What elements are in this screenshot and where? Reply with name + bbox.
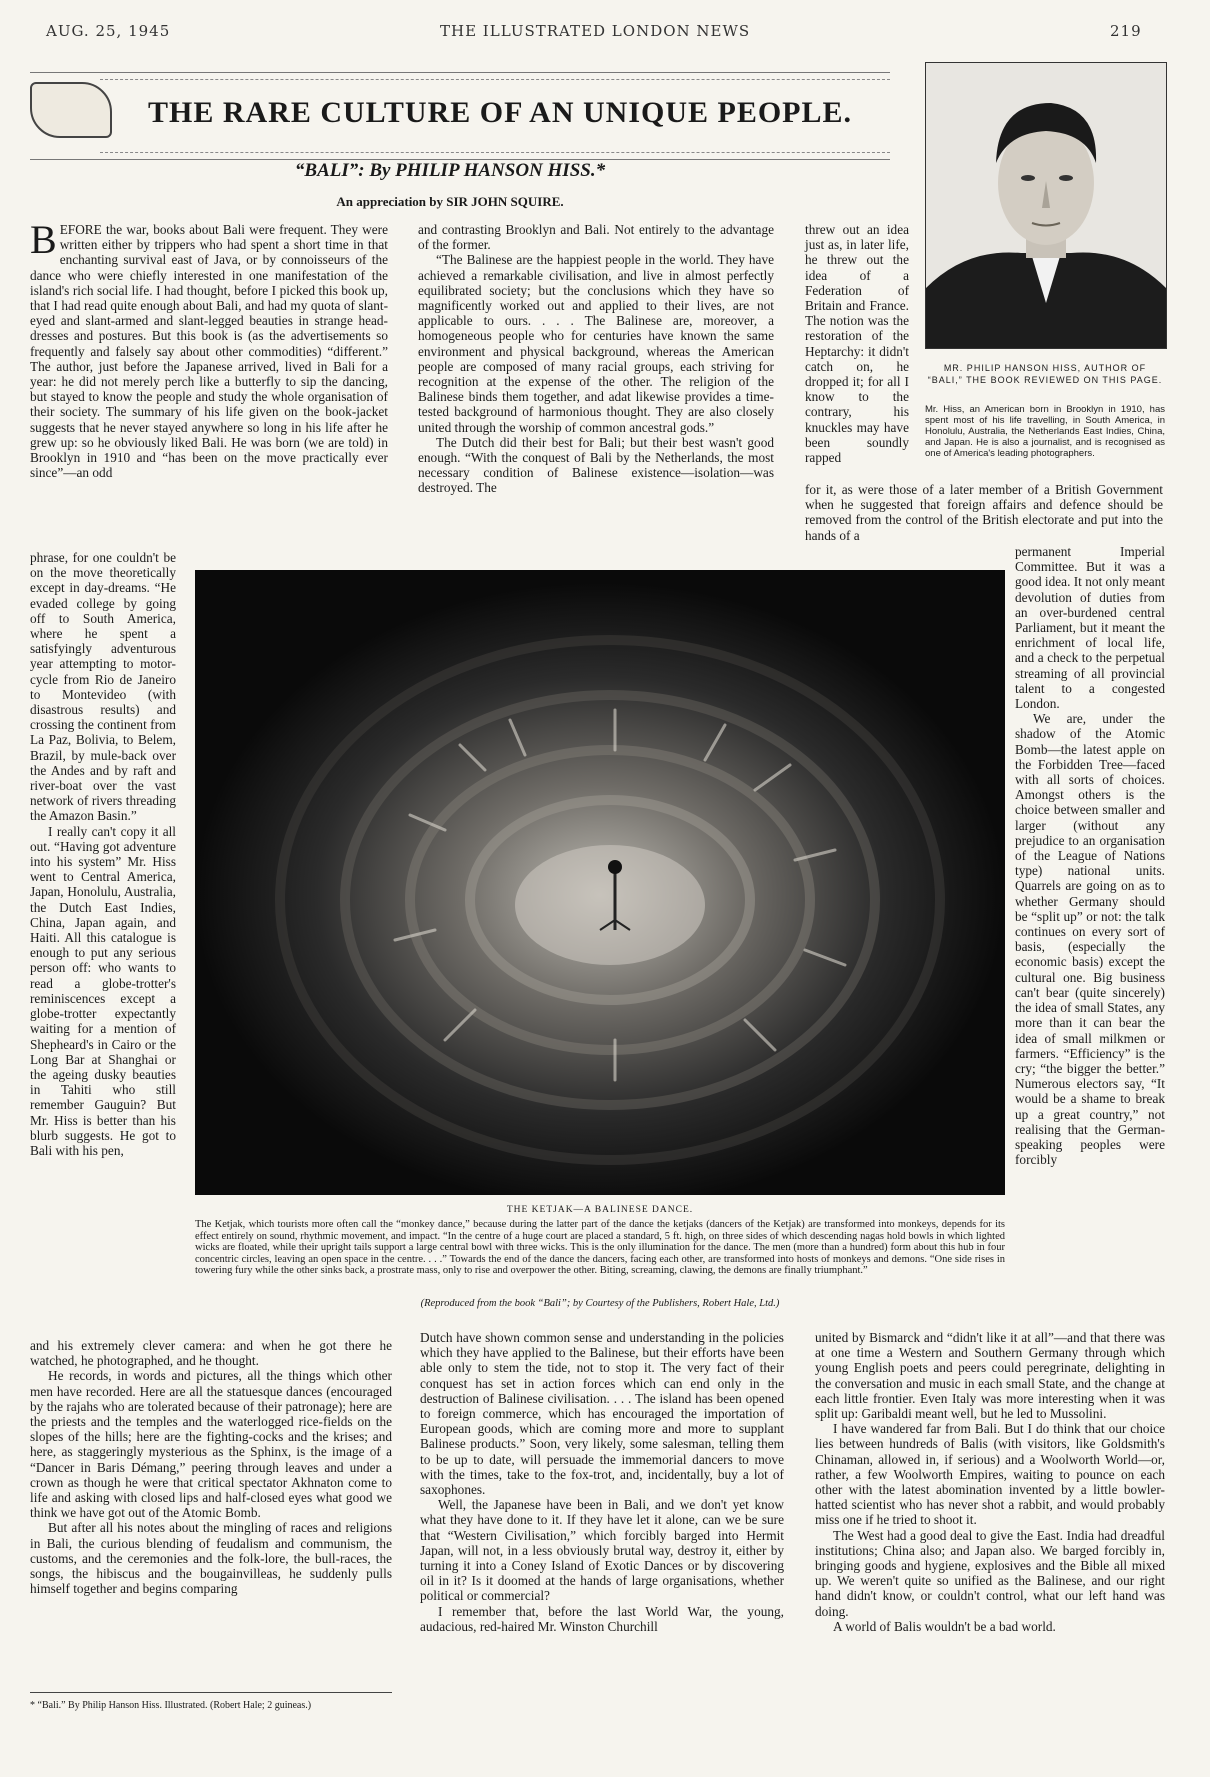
column-4-narrow: permanent Imperial Committee. But it was a good idea. It not only meant devolution of duties from an over-burdened central Parliament, but it meant the enrichment of local life, and a check to the perpetual streaming of all provincial talent to a congested London. We are, under the shadow of the Atomic Bomb—the latest apple on the Forbidden Tree—faced with all sorts of choices. Amongst others is the choice between smaller and larger (without any prejudice to an organisation of the League of Nations type) national units. Quarrels are going on as to whether Germany should be “split up” or not: the talk continues on every sort of basis, (especially the economic basis) except the cultural one. Big business can't bear (quite sincerely) the idea of small States, any more than it can bear the idea of small milkmen or farmers. “Efficiency” is the cry; “the bigger the better.” Numerous electors say, “It would be a shame to break up a great country,” not realising that the German-speaking peoples were forcibly	[1015, 544, 1165, 1168]
portrait-note: Mr. Hiss, an American born in Brooklyn in 1910, has spent most of his life travelling, in South America, in Honolulu, Australia, the Netherlands East Indies, China, and Japan. He is also a journalist, and is recognised as one of America's leading photographers.	[925, 404, 1165, 459]
byline: An appreciation by SIR JOHN SQUIRE.	[336, 194, 564, 209]
column-2-top: and contrasting Brooklyn and Bali. Not entirely to the advantage of the former. “The Balinese are the happiest people in the world. They have achieved a remarkable civilisation, and live in almost perfectly equilibrated society; but the conclusions which they have so magnificently worked out and applied to their lives, are not applicable to ours. . . . The Balinese are, moreover, a homogeneous people who for centuries have known the same environment and physical background, whereas the American people are composed of many racial groups, each striving for recognition at the expense of the other. The religion of the Balinese binds them together, and adat likewise provides a time-tested background of harmonious thought. They are also closely united through the worship of common ancestral gods.” The Dutch did their best for Bali; but their best wasn't good enough. “With the conquest of Bali by the Netherlands, the most necessary condition of Balinese existence—isolation—was destroyed. The	[418, 222, 774, 496]
column-3-bottom: united by Bismarck and “didn't like it at all”—and that there was at one time a Western and Southern Germany through which young English poets and peers could peregrinate, delighting in the conversation and music in each small State, and the change at each little frontier. Even Italy was more interesting when it was split up: Garibaldi meant well, but he led to Mussolini. I have wandered far from Bali. But I do think that our choice lies between hundreds of Balis (with visitors, like Goldsmith's Chinaman, allowed in, if serious) and a Woolworth World—or, rather, a few Woolworth Empires, waiting to pounce on each other with the latest abomination invented by a little bowler-hatted scientist who has never shot a rabbit, and would probably miss one if he tried to shoot it. The West had a good deal to give the East. India had dreadful institutions; China also; and Japan also. We barged forcibly in, bringing goods and hygiene, explosives and the Bible all mixed up. We weren't quite so unified as the Balinese, and our right hand didn't know, or couldn't control, what our left hand was doing. A world of Balis wouldn't be a bad world.	[815, 1330, 1165, 1634]
photo-caption: The Ketjak, which tourists more often call the “monkey dance,” because during the latter part of the dance the ketjaks (dancers of the Ketjak) are transformed into monkeys, depends for its effect entirely on sound, rhythmic movement, and impact. “In the centre of a huge court are placed a standard, 5 ft. high, on three sides of which descending nagas hold bowls in which lighted wicks are floated, while their upright tails support a large central bowl with three wicks. This is the only illumination for the dance. The men (more than a hundred) form about this hub in four concentric circles, leaving an open space in the centre. . . .” Towards the end of the dance the dancers, facing each other, are transformed into hosts of monkeys and demons. “One side rises in towering fury while the other sinks back, a prostrate mass, only to rise and overpower the other. Biting, screaming, clawing, the demons are finally triumphant.”	[195, 1219, 1005, 1276]
footnote: * “Bali.” By Philip Hanson Hiss. Illustrated. (Robert Hale; 2 guineas.)	[30, 1692, 392, 1713]
page-number: 219	[1110, 22, 1142, 40]
column-1-top: BEFORE the war, books about Bali were frequent. They were written either by trippers who had spent a short time in that enchanting survival east of Java, or by connoisseurs of the dance who were chiefly interested in one manifestation of the island's rich social life. I had thought, before I picked this book up, that I had read quite enough about Bali, and had my quota of slant-eyed and slant-armed and slant-legged beauties in strange head-dresses and postures. But this book is (as the advertisements so frequently and falsely say about other commodities) “different.” The author, just before the Japanese arrived, lived in Bali for a year: he did not merely perch like a butterfly to sip the dancing, but stayed to know the people and study the whole organisation of their society. The summary of his life given on the book-jacket suggests that he never stayed anywhere so long in his life after he grew up: so he obviously liked Bali. He was born (we are told) in Brooklyn in 1910 and “has been on the move practically ever since”—an odd	[30, 217, 388, 481]
photo-credit: (Reproduced from the book “Bali”; by Courtesy of the Publishers, Robert Hale, Ltd.)	[420, 1298, 780, 1309]
book-title: “BALI”: By PHILIP HANSON HISS.*	[294, 160, 606, 181]
publication-name: THE ILLUSTRATED LONDON NEWS	[440, 22, 751, 40]
portrait-caption: MR. PHILIP HANSON HISS, AUTHOR OF “BALI,” THE BOOK REVIEWED ON THIS PAGE.	[927, 363, 1163, 385]
ketjak-dance-photo	[195, 570, 1005, 1195]
column-3-narrow: threw out an idea just as, in later life, he threw out the idea of a Federation of Britain and France. The notion was the restoration of the Heptarchy: it didn't catch on, he dropped it; for all I know to the contrary, his knuckles may have been soundly rapped	[805, 222, 909, 466]
issue-date: AUG. 25, 1945	[46, 22, 171, 40]
author-portrait	[925, 62, 1167, 349]
column-3-wide: for it, as were those of a later member of a British Government when he suggested that foreign affairs and defence should be removed from the control of the British electorate and put into the hands of a	[805, 482, 1163, 543]
column-1-narrow: phrase, for one couldn't be on the move theoretically except in day-dreams. “He evaded college by going off to South America, where he spent a satisfyingly adventurous year attempting to motor-cycle from Rio de Janeiro to Montevideo (with disastrous results) and crossing the continent from La Paz, Bolivia, to Belem, Brazil, by mule-back over the Andes and by raft and river-boat over the vast network of rivers threading the Amazon Basin.” I really can't copy it all out. “Having got adventure into his system” Mr. Hiss went to Central America, Japan, Honolulu, Australia, the Dutch East Indies, China, Japan again, and Haiti. All this catalogue is enough to put any serious person off: who wants to read a globe-trotter's reminiscences except a globe-trotter expectantly waiting for a mention of Shepheard's in Cairo or the Long Bar at Shanghai or the ageing dusky beauties in Tahiti who still remember Gauguin? But Mr. Hiss is better than his blurb suggests. He got to Bali with his pen,	[30, 550, 176, 1158]
portrait-photo-icon	[926, 63, 1166, 348]
photo-title: THE KETJAK—A BALINESE DANCE.	[506, 1205, 694, 1215]
column-2-bottom: Dutch have shown common sense and understanding in the policies which they have applied to the Balinese, but their efforts have been able only to stem the tide, not to stop it. The very fact of their conquest has set in action forces which can end only in the destruction of Balinese civilisation. . . . The island has been opened to foreign commerce, which has encouraged the importation of European goods, which are coming more and more to supplant Balinese products.” Soon, very likely, some salesman, telling them to be up to date, will persuade the immemorial dancers to move with the times, take to the fox-trot, and, incidentally, buy a lot of saxophones. Well, the Japanese have been in Bali, and we don't yet know what they have done to it. If they have let it alone, can we be sure that “Western Civilisation,” which forcibly barged into Hermit Japan, will not, in a less obviously brutal way, destroy it, either by turning it into a Coney Island of Exotic Dances or by discovering oil in it? Is it doomed at the hands of large organisations, whether political or commercial? I remember that, before the last World War, the young, audacious, red-haired Mr. Winston Churchill	[420, 1330, 784, 1634]
ketjak-photo-icon	[195, 570, 1005, 1195]
dropcap: B	[30, 217, 57, 262]
column-1-bottom: and his extremely clever camera: and when he got there he watched, he photographed, and he thought. He records, in words and pictures, all the things which other men have recorded. Here are all the statuesque dances (encouraged by the rajahs who are tolerated because of their patronage); here are the priests and the temples and the waterlogged rice-fields on the slopes of the hills; here are the fighting-cocks and the krises; and here, as staggeringly mysterious as the Sphinx, is the image of a “Dancer in Baris Démang,” peering through leaves and under a crown as though he were that critical spectator Akhnaton come to life and asking with closed lips and half-closed eyes what good we think we have got out of the Atomic Bomb. But after all his notes about the mingling of races and religions in Bali, the curious blending of feudalism and communism, the customs, and the ceremonies and the folk-lore, the bull-races, the songs, the hibiscus and the bougainvilleas, he suddenly pulls himself together and begins comparing	[30, 1338, 392, 1597]
scroll-ornament-icon	[30, 82, 112, 138]
headline: THE RARE CULTURE OF AN UNIQUE PEOPLE.	[147, 96, 853, 129]
